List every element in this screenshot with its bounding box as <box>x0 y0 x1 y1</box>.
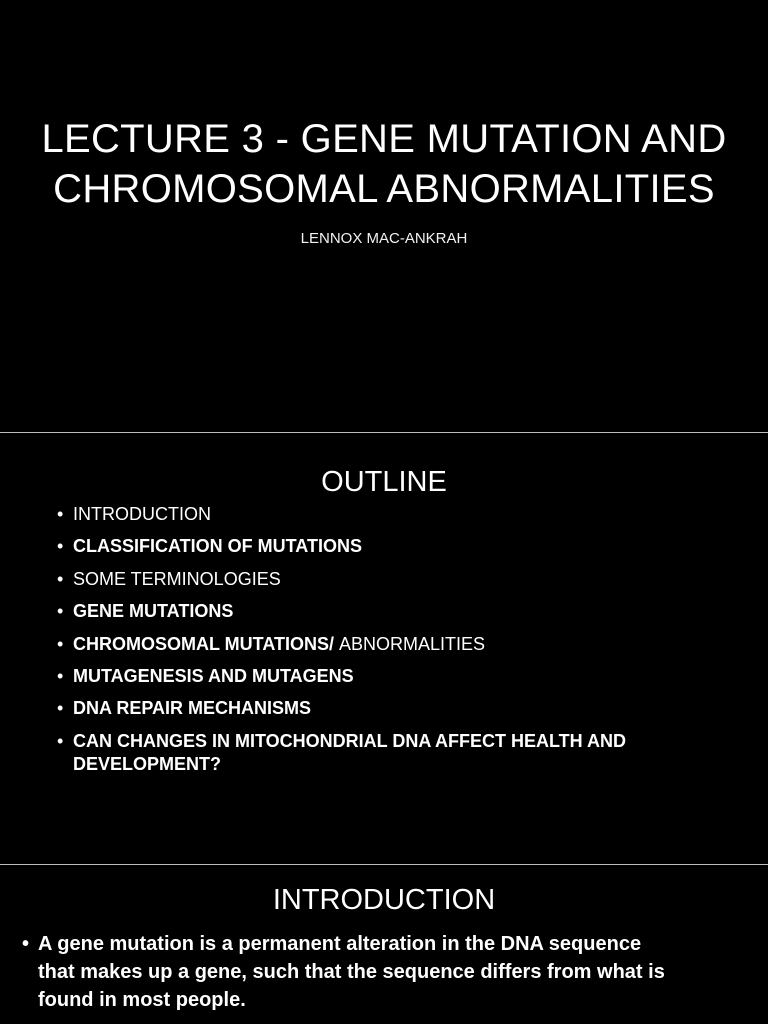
bullet-icon: • <box>57 665 64 686</box>
introduction-line-2: that makes up a gene, such that the sequence differs from what is <box>38 961 665 983</box>
outline-item-mutagenesis <box>57 665 677 688</box>
outline-item-label-line-1: CAN CHANGES IN MITOCHONDRIAL DNA AFFECT HEALTH AND <box>73 730 626 751</box>
lecture-title-line-1: LECTURE 3 - GENE MUTATION AND <box>41 117 727 161</box>
introduction-title: INTRODUCTION <box>272 884 496 916</box>
outline-item-label: SOME TERMINOLOGIES <box>73 568 281 589</box>
bullet-icon: • <box>22 933 30 955</box>
lecture-title-line-2: CHROMOSOMAL ABNORMALITIES <box>53 167 715 211</box>
outline-item-gene-mutations <box>57 600 677 623</box>
outline-item-mitochondrial-dna <box>57 730 677 776</box>
outline-item-label-line-2: DEVELOPMENT? <box>73 753 222 774</box>
introduction-line-1: A gene mutation is a permanent alteration in the DNA sequence <box>38 933 642 955</box>
outline-item-chromosomal-mutations <box>57 633 677 656</box>
outline-item-terminologies <box>57 568 677 591</box>
outline-item-label-extra: ABNORMALITIES <box>338 633 486 654</box>
outline-item-dna-repair <box>57 697 677 720</box>
bullet-icon: • <box>57 568 64 589</box>
outline-item-label: INTRODUCTION <box>73 504 211 524</box>
outline-item-label: CLASSIFICATION OF MUTATIONS <box>73 536 362 557</box>
introduction-line-3: found in most people. <box>38 989 246 1011</box>
outline-item-classification <box>57 535 677 558</box>
bullet-icon: • <box>57 601 64 622</box>
outline-title: OUTLINE <box>321 466 447 498</box>
title-slide <box>0 0 768 432</box>
bullet-icon: • <box>57 536 64 557</box>
bullet-icon: • <box>57 633 64 654</box>
outline-item-label: GENE MUTATIONS <box>73 601 234 622</box>
outline-item-label: CHROMOSOMAL MUTATIONS/ <box>73 633 339 654</box>
bullet-icon: • <box>57 730 64 751</box>
introduction-slide <box>0 865 768 1024</box>
outline-item-label: DNA REPAIR MECHANISMS <box>73 698 312 719</box>
outline-list <box>57 503 677 785</box>
outline-item-introduction <box>57 503 677 526</box>
outline-item-label: MUTAGENESIS AND MUTAGENS <box>73 665 354 686</box>
lecture-title <box>0 114 768 214</box>
bullet-icon: • <box>57 698 64 719</box>
author-name: LENNOX MAC-ANKRAH <box>300 230 468 247</box>
bullet-icon: • <box>57 504 64 524</box>
outline-slide <box>0 433 768 864</box>
introduction-paragraph <box>22 930 763 1014</box>
